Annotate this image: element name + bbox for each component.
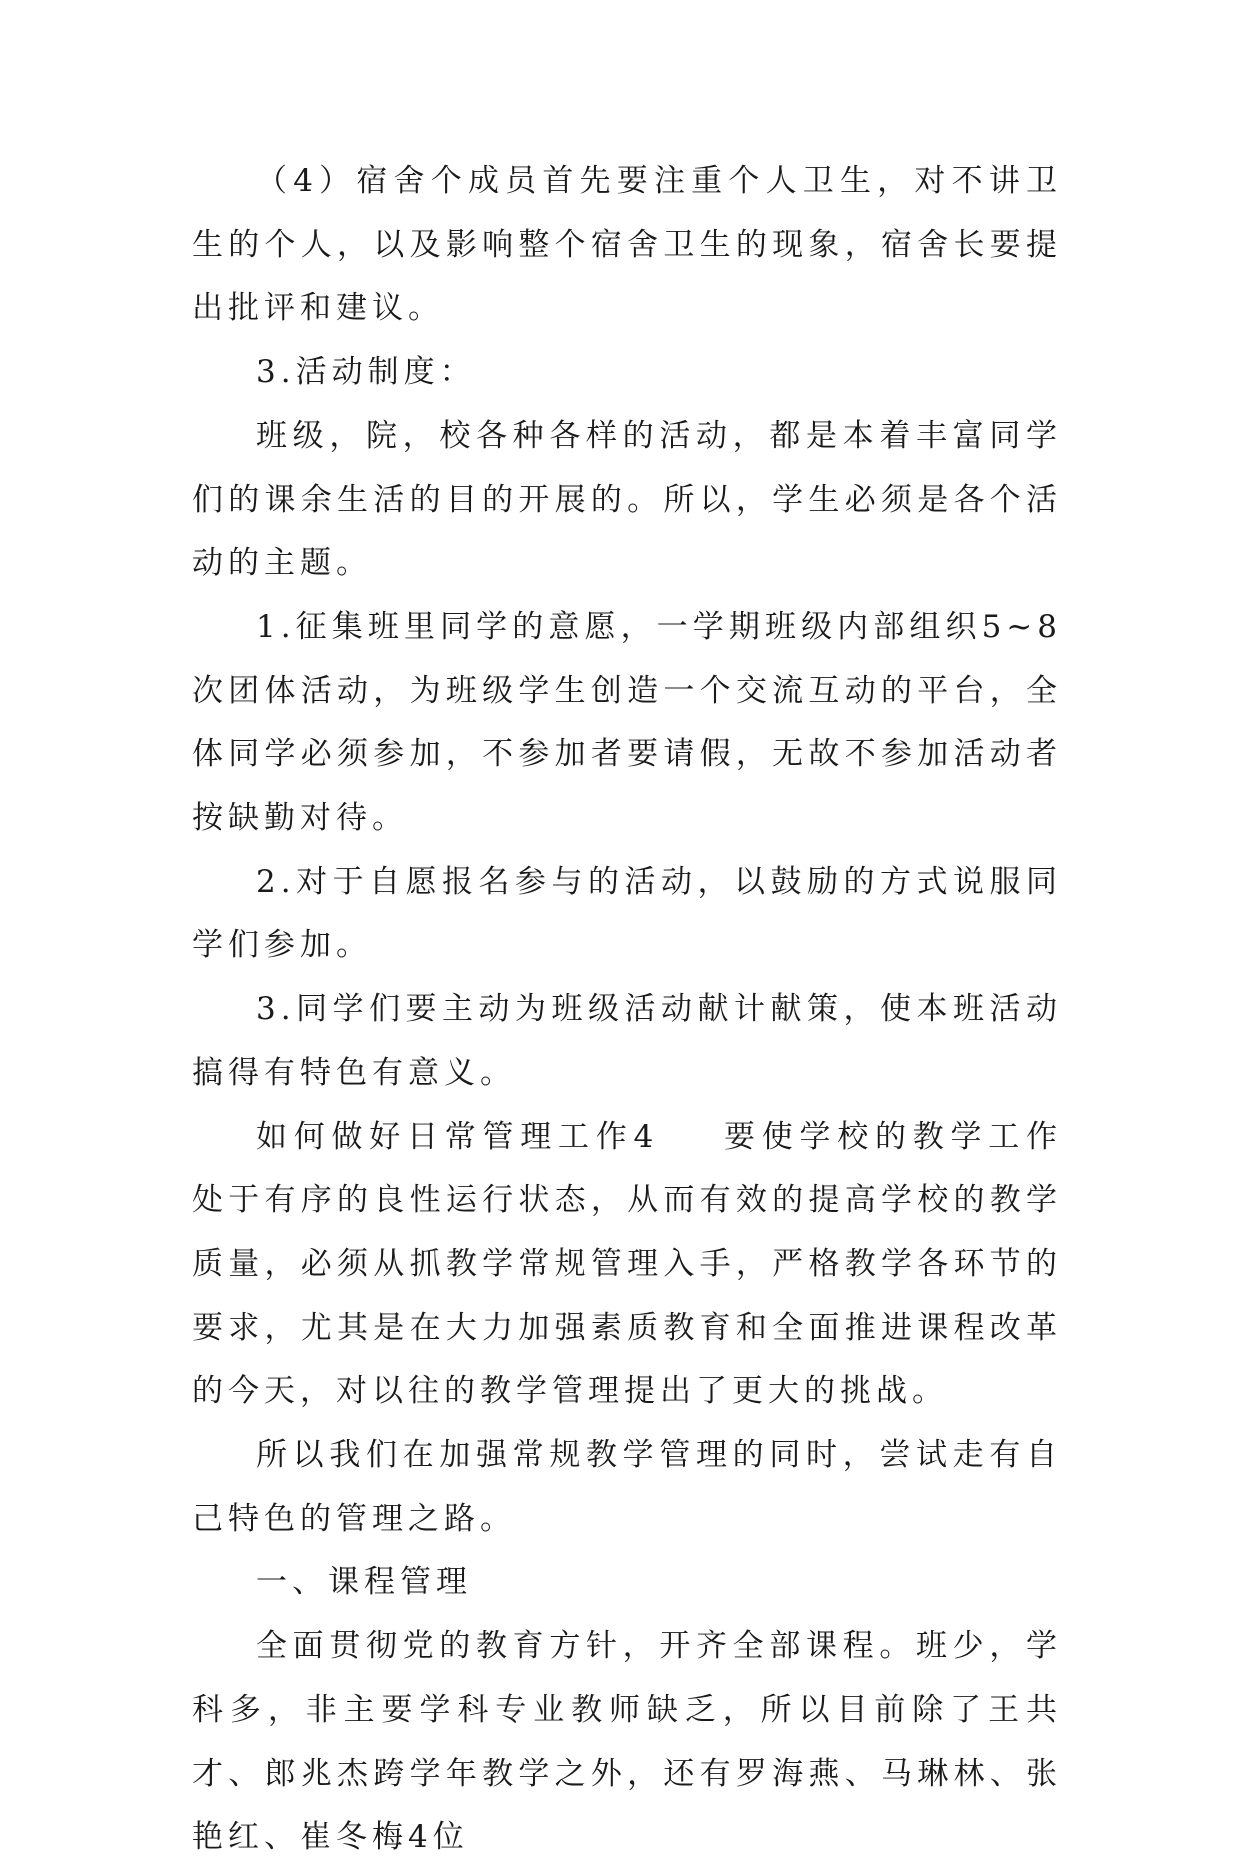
paragraph-course-management-heading: 一、课程管理 xyxy=(256,1564,472,1601)
paragraph-activity-rules-heading: 3.活动制度： xyxy=(256,354,476,391)
paragraph-activity-purpose: 班级，院，校各种各样的活动，都是本着丰富同学们的课余生活的目的开展的。所以，学生必须是各个活动的主题。 xyxy=(192,417,1062,582)
section-heading-followup: 要使学校的教学工作处于有序的良性运行状态，从而有效的提高学校的教学质量，必须从抓教学常规管理入手，严格教学各环节的要求，尤其是在大力加强素质教育和全面推进课程改革的今天，对以往的教学管理提出了更大的挑战。 xyxy=(192,1118,1062,1410)
paragraph-course-management-body: 全面贯彻党的教育方针，开齐全部课程。班少，学科多，非主要学科专业教师缺乏，所以目前除了王共才、郎兆杰跨学年教学之外，还有罗海燕、马琳林、张艳红、崔冬梅4位 xyxy=(192,1628,1062,1856)
paragraph-daily-management xyxy=(192,1106,1062,1425)
paragraph-activity-item-2: 2.对于自愿报名参与的活动，以鼓励的方式说服同学们参加。 xyxy=(192,863,1062,964)
section-heading-inline: 如何做好日常管理工作4 xyxy=(256,1118,659,1155)
paragraph-dorm-hygiene: （4）宿舍个成员首先要注重个人卫生，对不讲卫生的个人，以及影响整个宿舍卫生的现象，宿舍长要提出批评和建议。 xyxy=(192,163,1062,327)
paragraph-activity-item-3: 3.同学们要主动为班级活动献计献策，使本班活动搞得有特色有意义。 xyxy=(192,991,1062,1091)
document-body xyxy=(192,150,1062,1870)
paragraph-management-path: 所以我们在加强常规教学管理的同时，尝试走有自己特色的管理之路。 xyxy=(192,1437,1062,1537)
paragraph-activity-item-1: 1.征集班里同学的意愿，一学期班级内部组织5~8次团体活动，为班级学生创造一个交流互动的平台，全体同学必须参加，不参加者要请假，无故不参加活动者按缺勤对待。 xyxy=(192,608,1062,837)
